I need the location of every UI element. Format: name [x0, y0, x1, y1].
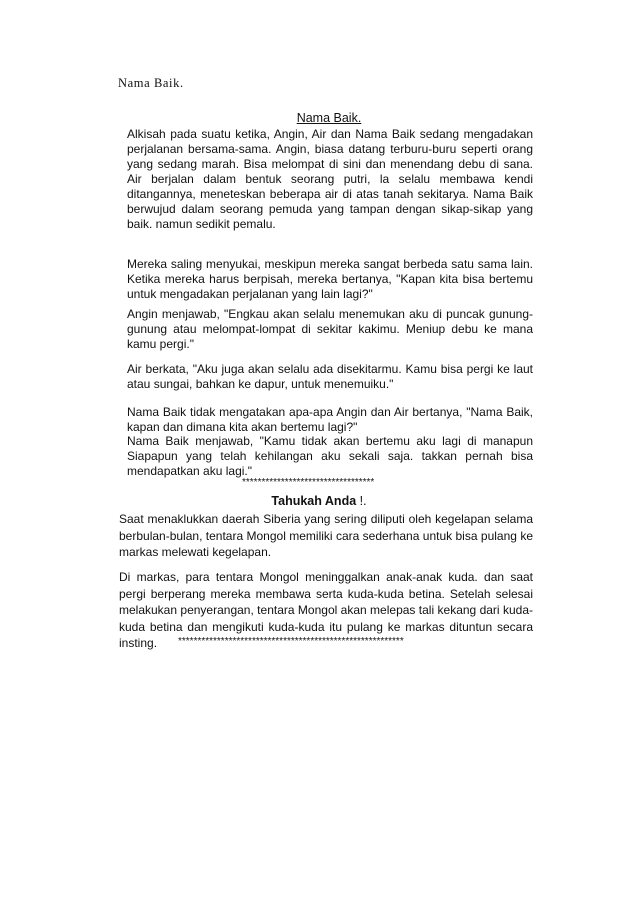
section-title-suffix: !.	[356, 494, 367, 508]
paragraph-4	[127, 362, 533, 392]
paragraph-text: Di markas, para tentara Mongol meninggalkan anak-anak kuda. dan saat pergi berperang mereka membawa serta kuda-kuda betina. Setelah selesai melakukan penyerangan, tentara Mongol akan melepas tali kekang dari kuda-kuda betina dan mengikuti kuda-kuda itu pulang ke markas dituntun secara insting.	[119, 570, 533, 650]
paragraph-5	[127, 405, 533, 435]
section-paragraph-1	[119, 511, 533, 561]
header-title: Nama Baik.	[118, 76, 184, 90]
paragraph-text: Saat menaklukkan daerah Siberia yang sering diliputi oleh kegelapan selama berbulan-bulan, tentara Mongol memiliki cara sederhana untuk bisa pulang ke markas melewati kegelapan.	[119, 512, 533, 559]
paragraph-text: Mereka saling menyukai, meskipun mereka sangat berbeda satu sama lain. Ketika mereka harus berpisah, mereka bertanya, "Kapan kita bisa bertemu untuk mengadakan perjalanan yang lain lagi?"	[127, 257, 533, 301]
paragraph-1	[127, 127, 533, 232]
paragraph-3	[127, 307, 533, 352]
story-title-text: Nama Baik.	[296, 111, 362, 125]
paragraph-text: Alkisah pada suatu ketika, Angin, Air dan Nama Baik sedang mengadakan perjalanan bersama-sama. Angin, biasa datang terburu-buru seperti orang yang sedang marah. Bisa melompat di sini dan menendang debu di sana. Air berjalan dalam bentuk seorang putri, la selalu membawa kendi ditangannya, meneteskan beberapa air di atas tanah sekitarya. Nama Baik berwujud dalam seorang pemuda yang tampan dengan sikap-sikap yang baik. namun sedikit pemalu.	[127, 127, 533, 231]
story-title	[0, 111, 638, 125]
paragraph-text: Nama Baik menjawab, "Kamu tidak akan bertemu aku lagi di manapun Siapapun yang telah kehilangan aku sekali saja. takkan pernah bisa mendapatkan aku lagi."	[127, 434, 533, 478]
section-title	[0, 494, 638, 508]
paragraph-text: Air berkata, "Aku juga akan selalu ada disekitarmu. Kamu bisa pergi ke laut atau sungai, bahkan ke dapur, untuk menemuiku."	[127, 362, 533, 391]
separator-line: **********************************************************	[178, 636, 404, 647]
paragraph-6	[127, 434, 533, 479]
separator-line: **********************************	[242, 477, 375, 488]
paragraph-text: Angin menjawab, "Engkau akan selalu menemukan aku di puncak gunung-gunung atau melompat-lompat di sekitar kakimu. Meniup debu ke mana kamu pergi."	[127, 307, 533, 351]
section-title-text: Tahukah Anda	[271, 494, 357, 508]
paragraph-2	[127, 257, 533, 302]
paragraph-text: Nama Baik tidak mengatakan apa-apa Angin dan Air bertanya, "Nama Baik, kapan dan dimana kita akan bertemu lagi?"	[127, 405, 533, 434]
